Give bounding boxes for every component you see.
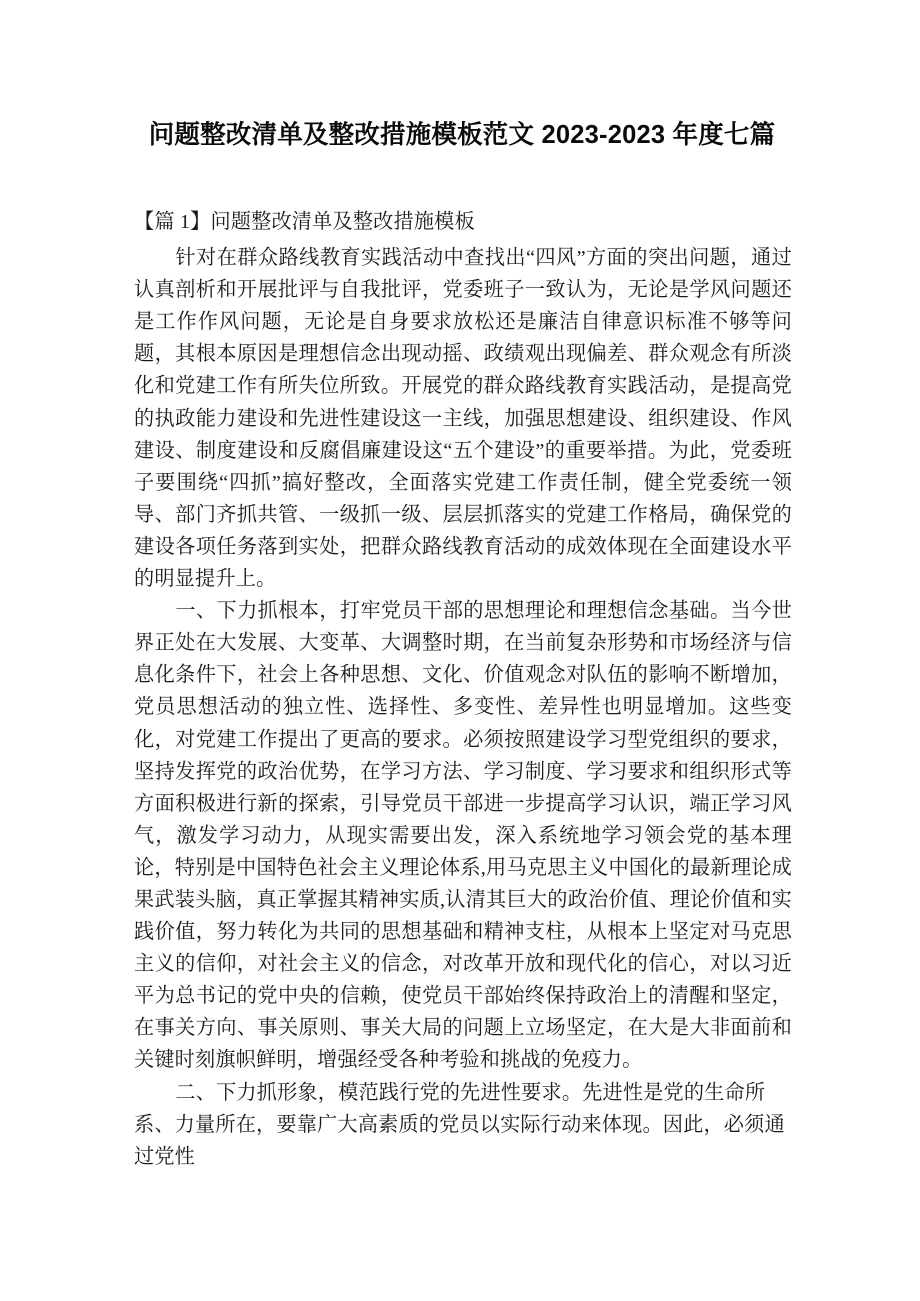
section-heading: 【篇 1】问题整改清单及整改措施模板 [134,211,475,233]
body-paragraph-2: 一、下力抓根本，打牢党员干部的思想理论和理想信念基础。当今世界正处在大发展、大变革、大调整时期，在当前复杂形势和市场经济与信息化条件下，社会上各种思想、文化、价值观念对队伍的影响不断增加，党员思想活动的独立性、选择性、多变性、差异性也明显增加。这些变化，对党建工作提出了更高的要求。必须按照建设学习型党组织的要求，坚持发挥党的政治优势，在学习方法、学习制度、学习要求和组织形式等方面积极进行新的探索，引导党员干部进一步提高学习认识，端正学习风气，激发学习动力，从现实需要出发，深入系统地学习领会党的基本理论，特别是中国特色社会主义理论体系,用马克思主义中国化的最新理论成果武装头脑，真正掌握其精神实质,认清其巨大的政治价值、理论价值和实践价值，努力转化为共同的思想基础和精神支柱，从根本上坚定对马克思主义的信仰，对社会主义的信念，对改革开放和现代化的信心，对以习近平为总书记的党中央的信赖，使党员干部始终保持政治上的清醒和坚定，在事关方向、事关原则、事关大局的问题上立场坚定，在大是大非面前和关键时刻旗帜鲜明，增强经受各种考验和挑战的免疫力。 [134,600,792,1072]
body-paragraph-3: 二、下力抓形象，模范践行党的先进性要求。先进性是党的生命所系、力量所在，要靠广大高素质的党员以实际行动来体现。因此，必须通过党性 [134,1081,785,1168]
body-paragraph-1: 针对在群众路线教育实践活动中查找出“四风”方面的突出问题，通过认真剖析和开展批评与自我批评，党委班子一致认为，无论是学风问题还是工作作风问题，无论是自身要求放松还是廉洁自律意识标准不够等问题，其根本原因是理想信念出现动摇、政绩观出现偏差、群众观念有所淡化和党建工作有所失位所致。开展党的群众路线教育实践活动，是提高党的执政能力建设和先进性建设这一主线，加强思想建设、组织建设、作风建设、制度建设和反腐倡廉建设这“五个建设”的重要举措。为此，党委班子要围绕“四抓”搞好整改，全面落实党建工作责任制，健全党委统一领导、部门齐抓共管、一级抓一级、层层抓落实的党建工作格局，确保党的建设各项任务落到实处，把群众路线教育活动的成效体现在全面建设水平的明显提升上。 [134,247,792,591]
page-title: 问题整改清单及整改措施模板范文 2023-2023 年度七篇 [148,121,776,150]
document-body [134,206,792,1173]
